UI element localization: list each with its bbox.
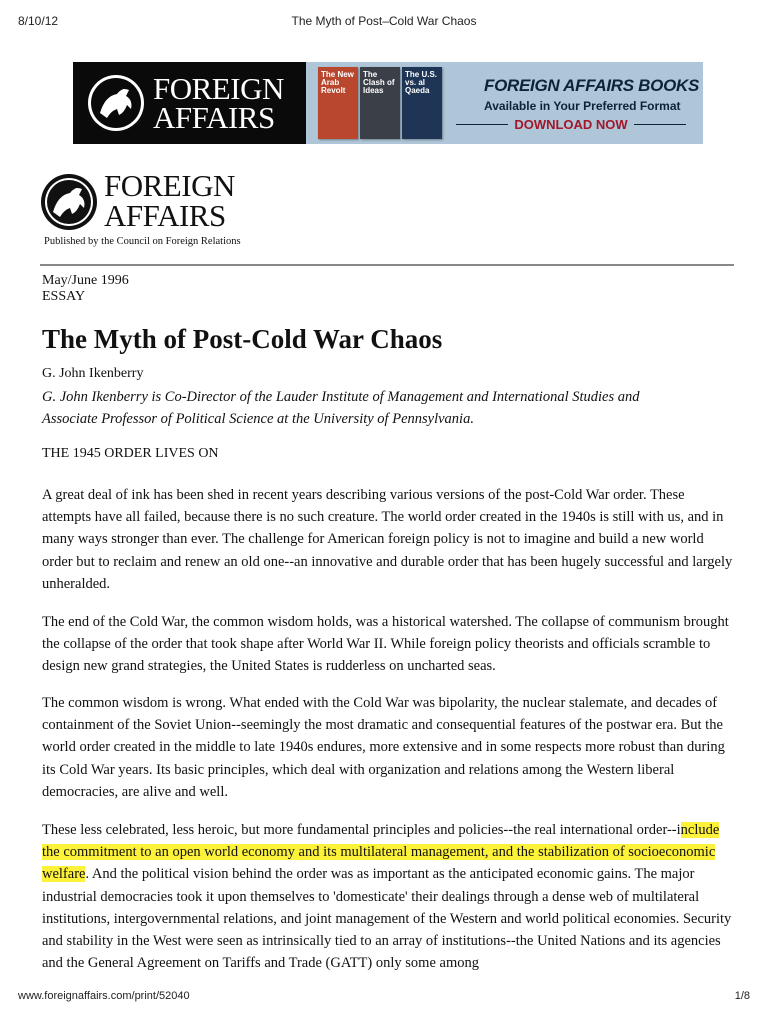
download-now-link[interactable] [456,117,686,132]
section-heading: THE 1945 ORDER LIVES ON [42,446,219,461]
divider [634,124,686,125]
banner-logo [73,62,306,144]
author-bio [42,386,742,430]
masthead-line2: AFFAIRS [104,198,226,233]
article-meta [42,273,129,305]
author-bio-line: G. John Ikenberry is Co-Director of the Lauder Institute of Management and International Studies and [42,389,640,405]
article-type: ESSAY [42,289,86,304]
paragraph-text: . And the political vision behind the order was as important as the anticipated economic gains. The major industrial democracies took it upon themselves to 'domesticate' their dealings through a dense web of multilateral institutions, intergovernmental relations, and joint management of the Western and world political economies. Security and stability in the West were seen as intrinsically tied to an array of institutions--the United Nations and its agencies and the General Agreement on Tariffs and Trade (GATT) only some among [42,866,732,972]
body-paragraph: The common wisdom is wrong. What ended with the Cold War was bipolarity, the nuclear stalemate, and decades of containment of the Soviet Union--seemingly the most dramatic and consequential features of the postwar era. But the world order created in the middle to late 1940s endures, more extensive and in some respects more robust than during its Cold War years. Its basic principles, which deal with organization and relations among the Western liberal democracies, are alive and well. [42,695,725,800]
books-ad-banner[interactable] [73,62,703,144]
horseman-seal-icon [40,173,98,231]
book-cover[interactable] [360,67,400,139]
books-promo[interactable] [306,62,703,144]
print-header [18,14,750,30]
horseman-seal-icon [87,74,145,132]
book-title: The U.S. vs. al Qaeda [405,70,438,95]
books-headline: FOREIGN AFFAIRS BOOKS [484,76,700,95]
author-bio-line: Associate Professor of Political Science at the University of Pennsylvania. [42,411,474,427]
page-number: 1/8 [734,990,750,1002]
download-now-label: DOWNLOAD NOW [514,117,628,132]
publisher-line: Published by the Council on Foreign Relations [44,236,241,247]
banner-logo-line1: FOREIGN [153,71,284,106]
book-cover[interactable] [318,67,358,139]
book-cover[interactable] [402,67,442,139]
page-url: www.foreignaffairs.com/print/52040 [18,990,190,1002]
print-footer [18,990,750,1002]
issue-date: May/June 1996 [42,273,129,288]
print-date: 8/10/12 [18,14,59,28]
banner-logo-line2: AFFAIRS [153,100,275,135]
body-paragraph [42,819,734,974]
book-title: The New Arab Revolt [321,70,354,95]
print-page-title: The Myth of Post–Cold War Chaos [291,14,477,28]
masthead [40,168,270,253]
masthead-line1: FOREIGN [104,168,235,203]
author-name: G. John Ikenberry [42,366,144,381]
body-paragraph: The end of the Cold War, the common wisdom holds, was a historical watershed. The collapse of communism brought the collapse of the order that took shape after World War II. While foreign policy theorists and officials scramble to design new grand strategies, the United States is rudderless on uncharted seas. [42,614,729,675]
article-title: The Myth of Post-Cold War Chaos [42,324,443,354]
paragraph-text: These less celebrated, less heroic, but more fundamental principles and policies--the real international order--i [42,822,681,838]
book-title: The Clash of Ideas [363,70,395,95]
divider [456,124,508,125]
divider [40,264,734,266]
highlighted-text: nclude the commitment to an open world economy and its multilateral management, and the stabilization of socioeconomic welfare [42,822,720,883]
books-subline: Available in Your Preferred Format [484,99,681,113]
body-paragraph: A great deal of ink has been shed in recent years describing various versions of the post-Cold War order. These attempts have all failed, because there is no such creature. The world order created in the 1940s is still with us, and in many ways stronger than ever. The challenge for American foreign policy is not to imagine and build a new world order but to reclaim and renew an old one--an innovative and durable order that has been hugely successful and largely unheralded. [42,487,733,592]
